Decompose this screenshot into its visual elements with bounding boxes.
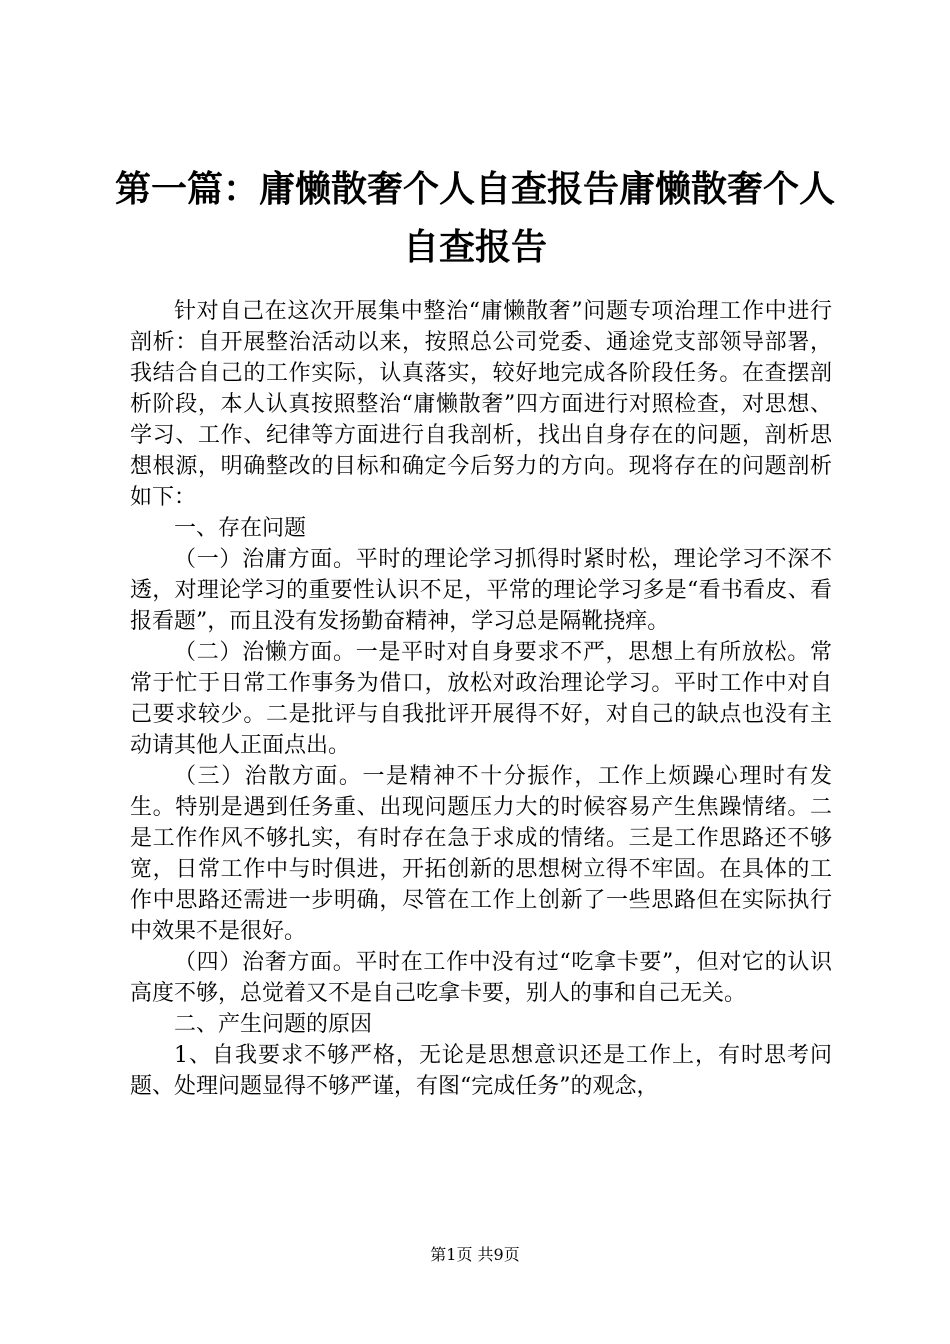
page-number-footer: 第1页 共9页: [430, 1245, 520, 1264]
section-heading-causes: 二、产生问题的原因: [174, 1012, 373, 1037]
section-heading-existing-problems: 一、存在问题: [174, 516, 307, 541]
paragraph-laxity: （三）治散方面。一是精神不十分振作，工作上烦躁心理时有发生。特别是遇到任务重、出现问题压力大的时候容易产生焦躁情绪。二是工作作风不够扎实，有时存在急于求成的情绪。三是工作思路还不够宽，日常工作中与时俱进，开拓创新的思想树立得不牢固。在具体的工作中思路还需进一步明确，尽管在工作上创新了一些思路但在实际执行中效果不是很好。: [130, 764, 832, 944]
paragraph-mediocrity: （一）治庸方面。平时的理论学习抓得时紧时松，理论学习不深不透，对理论学习的重要性认识不足，平常的理论学习多是“看书看皮、看报看题”，而且没有发扬勤奋精神，学习总是隔靴挠痒。: [130, 547, 832, 634]
intro-paragraph: 针对自己在这次开展集中整治“庸懒散奢”问题专项治理工作中进行剖析：自开展整治活动以来，按照总公司党委、通途党支部领导部署，我结合自己的工作实际，认真落实，较好地完成各阶段任务。在查摆剖析阶段，本人认真按照整治“庸懒散奢”四方面进行对照检查，对思想、学习、工作、纪律等方面进行自我剖析，找出自身存在的问题，剖析思想根源，明确整改的目标和确定今后努力的方向。现将存在的问题剖析如下：: [130, 299, 832, 510]
paragraph-cause-1: 1、自我要求不够严格，无论是思想意识还是工作上，有时思考问题、处理问题显得不够严谨，有图“完成任务”的观念，: [130, 1043, 832, 1099]
document-title: 第一篇：庸懒散奢个人自查报告庸懒散奢个人自查报告: [114, 168, 835, 268]
paragraph-laziness: （二）治懒方面。一是平时对自身要求不严，思想上有所放松。常常于忙于日常工作事务为借口，放松对政治理论学习。平时工作中对自己要求较少。二是批评与自我批评开展得不好，对自己的缺点也没有主动请其他人正面点出。: [130, 640, 832, 758]
document-body: [130, 296, 832, 1102]
paragraph-extravagance: （四）治奢方面。平时在工作中没有过“吃拿卡要”，但对它的认识高度不够，总觉着又不是自己吃拿卡要，别人的事和自己无关。: [130, 950, 832, 1006]
